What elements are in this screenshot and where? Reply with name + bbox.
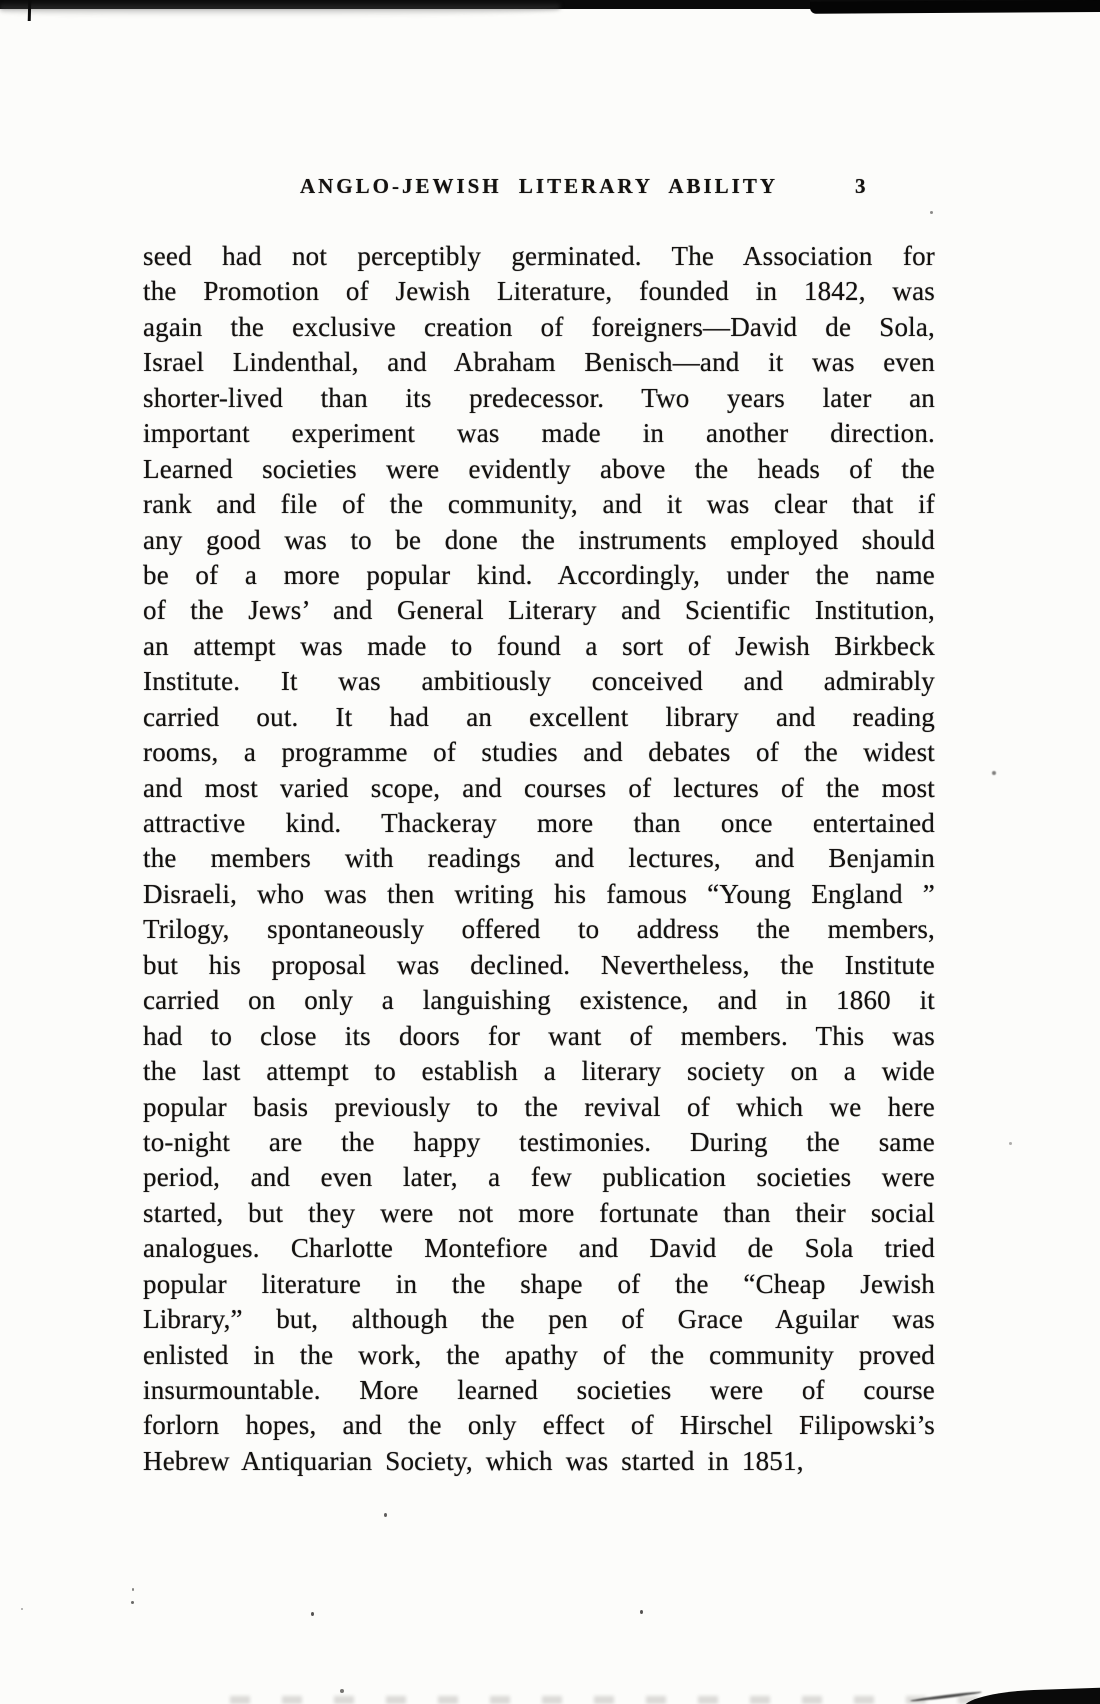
- top-edge-artifact-fuzz: [0, 4, 560, 16]
- text-line: had to close its doors for want of members. This was: [143, 1020, 935, 1051]
- text-line: insurmountable. More learned societies were of course: [143, 1375, 935, 1405]
- text-line: the members with readings and lectures, and Benjamin: [143, 843, 935, 874]
- scan-speck: [340, 1689, 344, 1693]
- text-line: popular literature in the shape of the “Cheap Jewish: [143, 1268, 935, 1299]
- text-line: enlisted in the work, the apathy of the community proved: [143, 1339, 935, 1370]
- text-line: shorter-lived than its predecessor. Two years later an: [143, 382, 935, 413]
- text-line: period, and even later, a few publication societies were: [143, 1162, 935, 1193]
- text-line: Trilogy, spontaneously offered to address the members,: [143, 914, 935, 945]
- scan-speck: [131, 1601, 134, 1604]
- text-line: Institute. It was ambitiously conceived and admirably: [143, 666, 935, 697]
- text-line: rank and file of the community, and it was clear that if: [143, 489, 935, 520]
- text-line: Disraeli, who was then writing his famous “Young England ”: [143, 878, 935, 909]
- corner-swoosh-artifact: [963, 1687, 1100, 1704]
- scan-speck: [930, 211, 933, 214]
- body-text: [143, 239, 935, 1479]
- text-line: again the exclusive creation of foreigners—David de Sola,: [143, 311, 935, 342]
- text-line: the Promotion of Jewish Literature, founded in 1842, was: [143, 276, 935, 307]
- text-line: Library,” but, although the pen of Grace Aguilar was: [143, 1304, 935, 1335]
- text-line: forlorn hopes, and the only effect of Hirschel Filipowski’s: [143, 1410, 935, 1441]
- text-line: Learned societies were evidently above the heads of the: [143, 453, 935, 484]
- page-header: [143, 174, 935, 204]
- scan-speck: [21, 1608, 23, 1610]
- top-edge-tick-artifact: [28, 0, 32, 21]
- text-line: rooms, a programme of studies and debates of the widest: [143, 737, 935, 768]
- text-line: carried on only a languishing existence, and in 1860 it: [143, 985, 935, 1016]
- text-line: Hebrew Antiquarian Society, which was started in 1851,: [143, 1445, 804, 1476]
- text-line: of the Jews’ and General Literary and Scientific Institution,: [143, 595, 935, 626]
- text-line: popular basis previously to the revival of which we here: [143, 1091, 935, 1122]
- scan-speck: [1009, 1142, 1012, 1145]
- text-line: started, but they were not more fortunate than their social: [143, 1197, 935, 1228]
- running-title: ANGLO-JEWISH LITERARY ABILITY: [299, 174, 779, 198]
- text-line: carried out. It had an excellent library and reading: [143, 701, 935, 732]
- text-line: and most varied scope, and courses of lectures of the most: [143, 772, 935, 803]
- scan-speck: [640, 1610, 643, 1614]
- text-line: seed had not perceptibly germinated. The Association for: [143, 241, 935, 271]
- text-line: an attempt was made to found a sort of Jewish Birkbeck: [143, 630, 935, 661]
- text-line: any good was to be done the instruments employed should: [143, 524, 935, 555]
- text-line: the last attempt to establish a literary society on a wide: [143, 1056, 935, 1087]
- scan-speck: [384, 1513, 387, 1517]
- top-edge-artifact-right: [810, 0, 1100, 14]
- text-line: important experiment was made in another direction.: [143, 418, 935, 449]
- scan-speck: [311, 1612, 314, 1616]
- text-line: attractive kind. Thackeray more than once entertained: [143, 808, 935, 838]
- text-line: to-night are the happy testimonies. During the same: [143, 1126, 935, 1157]
- text-line: be of a more popular kind. Accordingly, under the name: [143, 559, 935, 590]
- scan-speck: [132, 1588, 134, 1591]
- text-line: Israel Lindenthal, and Abraham Benisch—and it was even: [143, 347, 935, 378]
- text-line: analogues. Charlotte Montefiore and David de Sola tried: [143, 1233, 935, 1264]
- text-line: but his proposal was declined. Nevertheless, the Institute: [143, 949, 935, 980]
- scan-speck: [992, 771, 996, 775]
- page-number: 3: [855, 174, 866, 198]
